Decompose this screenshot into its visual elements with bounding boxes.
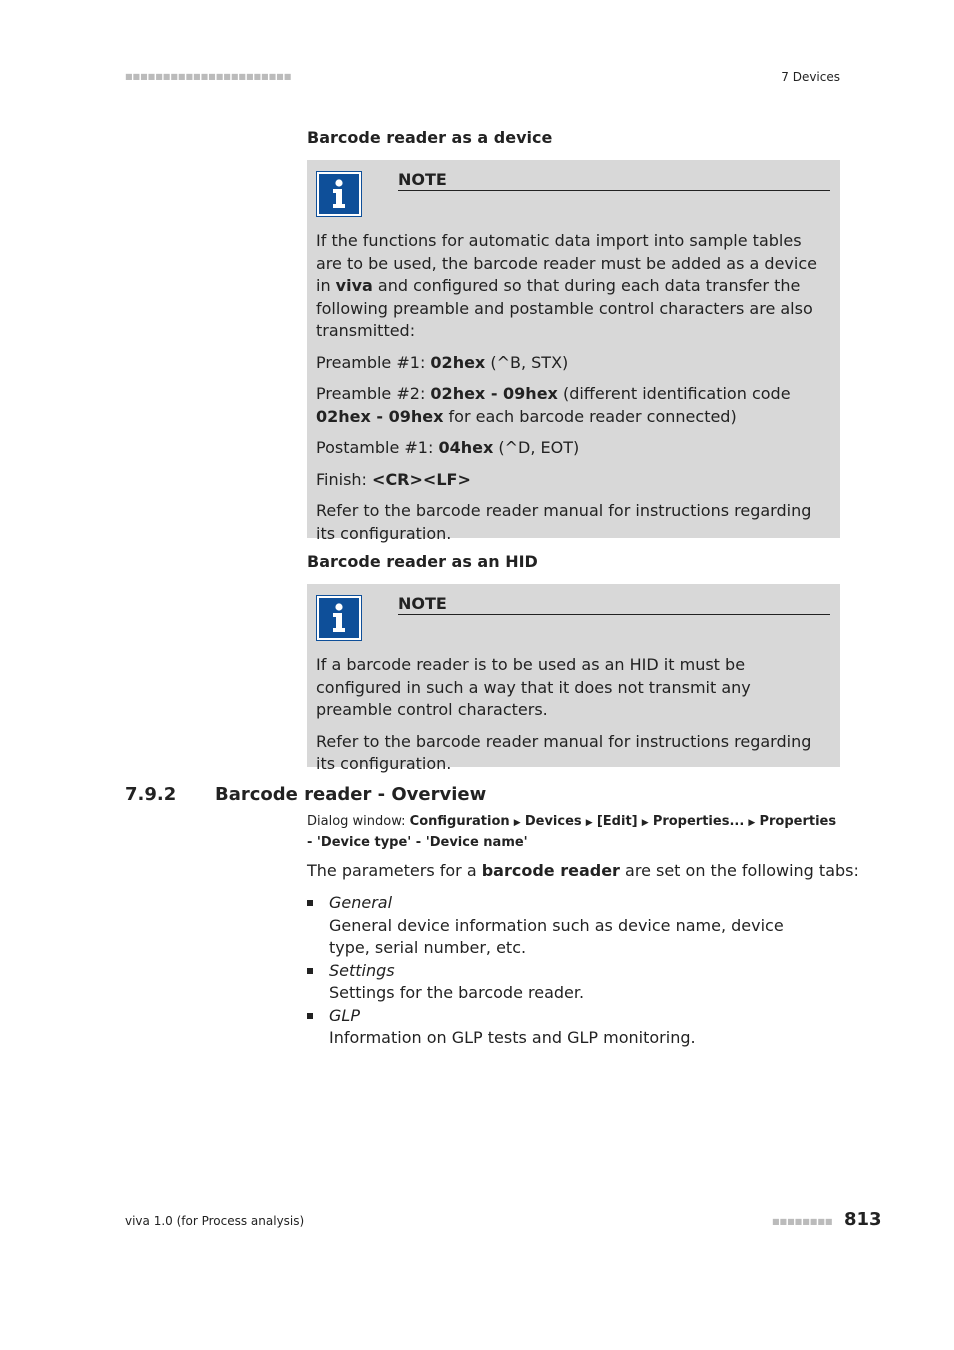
hid-section-heading: Barcode reader as an HID (307, 552, 538, 571)
note-paragraph: If a barcode reader is to be used as an HID it must be configured in such a way that it does not transmit any preamble control characters. (316, 655, 751, 719)
note-title: NOTE (398, 170, 830, 191)
arrow-icon: ▶ (585, 818, 593, 828)
tab-description: General device information such as device name, device type, serial number, etc. (329, 915, 784, 957)
device-section-heading: Barcode reader as a device (307, 128, 553, 147)
refer-paragraph: Refer to the barcode reader manual for instructions regarding its configuration. (316, 731, 812, 773)
bullet-icon (307, 968, 313, 974)
bullet-icon (307, 1013, 313, 1019)
bullet-icon (307, 900, 313, 906)
header-decoration: ■■■■■■■■■■■■■■■■■■■■■■ (125, 72, 292, 81)
tab-name: General (329, 893, 393, 912)
tab-name: Settings (329, 960, 395, 980)
info-icon (317, 172, 361, 216)
chapter-title: 7 Devices (781, 70, 840, 84)
tab-name: GLP (329, 1005, 360, 1025)
page-number: 813 (844, 1209, 882, 1230)
list-item (307, 960, 827, 1005)
intro-paragraph: The parameters for a barcode reader are set on the following tabs: (307, 861, 859, 880)
arrow-icon: ▶ (641, 818, 649, 828)
footer-product: viva 1.0 (for Process analysis) (125, 1214, 305, 1228)
finish-line: Finish: <CR><LF> (316, 469, 471, 489)
note-paragraph: If the functions for automatic data import into sample tables are to be used, the barcode reader must be added as a device in viva and configured so that during each data transfer the following preamble and postamble control characters are also transmitted: (316, 231, 817, 340)
list-item (307, 892, 827, 960)
arrow-icon: ▶ (513, 818, 521, 828)
tab-description: Information on GLP tests and GLP monitoring. (329, 1028, 696, 1047)
list-item (307, 1005, 827, 1050)
arrow-icon: ▶ (748, 818, 756, 828)
note-box-device (307, 160, 840, 543)
footer-decoration: ■■■■■■■■ (772, 1217, 833, 1226)
postamble-1: Postamble #1: 04hex (^D, EOT) (316, 438, 580, 457)
tab-list (307, 892, 827, 1050)
dialog-path: Dialog window: Configuration ▶ Devices ▶ [Edit] ▶ Properties... ▶ Properties - 'Device type' - 'Device name' (307, 814, 837, 850)
note-box-hid (307, 584, 840, 773)
preamble-2: Preamble #2: 02hex - 09hex (different identification code 02hex - 09hex for each barcode reader connected) (316, 384, 791, 426)
tab-description: Settings for the barcode reader. (329, 983, 585, 1002)
refer-paragraph: Refer to the barcode reader manual for instructions regarding its configuration. (316, 501, 812, 543)
preamble-1: Preamble #1: 02hex (^B, STX) (316, 352, 569, 372)
section-number: 7.9.2 (125, 784, 177, 805)
note-title: NOTE (398, 594, 830, 615)
info-icon (317, 596, 361, 640)
section-title: Barcode reader - Overview (215, 784, 487, 805)
